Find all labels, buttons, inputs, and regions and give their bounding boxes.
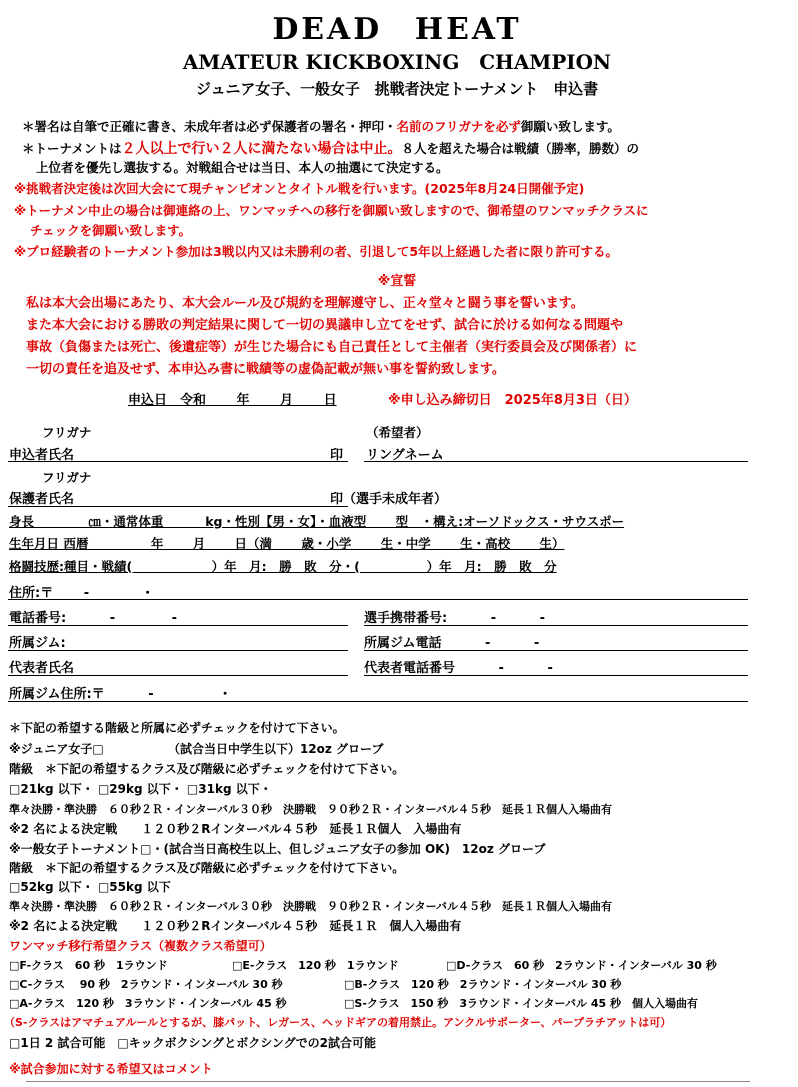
representative-phone-field[interactable] <box>364 675 748 676</box>
applicant-name-label: 申込者氏名 <box>9 448 75 463</box>
note-signature <box>22 117 620 135</box>
applicant-name-field[interactable] <box>8 461 348 462</box>
gym-phone-field[interactable] <box>364 650 748 651</box>
oath-line: 私は本大会出場にあたり、本大会ルール及び規約を理解遵守し、正々堂々と闘う事を誓います。 <box>26 296 584 311</box>
note-check-request: チェックを御願い致します。 <box>30 223 192 238</box>
martial-arts-record-row[interactable]: 格闘技歴:種目・戦績( ）年 月: 勝 敗 分・( ）年 月: 勝 敗 分 <box>9 559 557 574</box>
note-minimum-players: ２人以上で行い２人に満たない場合は中止。 <box>121 141 402 157</box>
general-rules: 準々決勝・準決勝 ６０秒２Ｒ・インターバル３０秒 決勝戦 ９０秒２Ｒ・インターバル４５秒 延長１Ｒ個人入場曲有 <box>9 900 613 913</box>
note-pro-experience: ※プロ経験者のトーナメント参加は3戦以内又は未勝利の者、引退して5年以上経過した者に限り許可する。 <box>14 244 619 259</box>
note-tournament <box>22 138 639 158</box>
application-deadline: ※申し込み締切日 2025年8月3日（日） <box>388 393 637 408</box>
note-tournament-text: ＊トーナメントは <box>22 141 122 156</box>
note-over-eight: ８人を超えた場合は戦績（勝率，勝数）の <box>401 141 640 156</box>
weight-class-instruction: 階級 ＊下記の希望するクラス及び階級に必ずチェックを付けて下さい。 <box>9 762 405 776</box>
event-title: DEAD HEAT <box>272 12 522 47</box>
junior-final-rules: ※2 名による決定戦 １２０秒２Rインターバル４５秒 延長１Ｒ個人 入場曲有 <box>9 822 462 836</box>
address-label: 住所:〒 - ・ <box>9 586 155 601</box>
representative-field[interactable] <box>8 675 348 676</box>
representative-label: 代表者氏名 <box>9 661 75 676</box>
furigana-label: フリガナ <box>42 425 92 440</box>
gym-label: 所属ジム: <box>9 636 66 651</box>
ring-name-label: リングネーム <box>366 448 444 463</box>
junior-rules: 準々決勝・準決勝 ６０秒２Ｒ・インターバル３０秒 決勝戦 ９０秒２Ｒ・インターバル４５秒 延長１Ｒ個人入場曲有 <box>9 803 613 816</box>
comment-label: ※試合参加に対する希望又はコメント <box>9 1062 213 1076</box>
representative-phone-label: 代表者電話番号 - - <box>364 661 553 676</box>
guardian-name-field[interactable] <box>8 506 348 507</box>
class-b-checkbox[interactable]: □B-クラス 120 秒 2ラウンド・インターバル 30 秒 <box>344 978 622 991</box>
one-match-heading: ワンマッチ移行希望クラス（複数クラス希望可） <box>9 939 272 953</box>
general-final-rules: ※2 名による決定戦 １２０秒２Rインターバル４５秒 延長１Ｒ 個人入場曲有 <box>9 919 462 933</box>
note-signature-text: ＊署名は自筆で正確に書き、未成年者は必ず保護者の署名・押印・ <box>22 119 397 134</box>
furigana-label: フリガナ <box>42 470 92 485</box>
junior-weight-options[interactable]: □21kg 以下・ □29kg 以下・ □31kg 以下・ <box>9 782 272 796</box>
general-weight-options[interactable]: □52kg 以下・ □55kg 以下 <box>9 880 171 894</box>
general-women-checkbox[interactable]: ※一般女子トーナメント□・(試合当日高校生以上、但しジュニア女子の参加 OK) 12oz グローブ <box>9 842 546 856</box>
address-field[interactable] <box>8 599 748 600</box>
oath-heading: ※宣誓 <box>377 274 417 289</box>
note-signature-end: 御願い致します。 <box>520 119 620 134</box>
class-a-checkbox[interactable]: □A-クラス 120 秒 3ラウンド・インターバル 45 秒 <box>9 997 287 1010</box>
phone-label: 電話番号: - - <box>9 611 178 626</box>
oath-line: 一切の責任を追及せず、本申込み書に戦績等の虚偽記載が無い事を誓約致します。 <box>26 362 505 377</box>
phone-field[interactable] <box>8 625 348 626</box>
guardian-name-label: 保護者氏名 <box>9 492 75 507</box>
note-selection: 上位者を優先し選抜する。対戦組合せは当日、本人の抽選にて決定する。 <box>36 160 449 175</box>
oath-line: 事故（負傷または死亡、後遺症等）が生じた場合にも自己責任として主催者（実行委員会及び関係者）に <box>26 340 638 355</box>
class-e-checkbox[interactable]: □E-クラス 120 秒 1ラウンド <box>232 959 399 972</box>
class-c-checkbox[interactable]: □C-クラス 90 秒 2ラウンド・インターバル 30 秒 <box>9 978 283 991</box>
gym-address-field[interactable] <box>8 701 748 702</box>
weight-class-instruction: 階級 ＊下記の希望するクラス及び階級に必ずチェックを付けて下さい。 <box>9 861 405 875</box>
note-title-match: ※挑戦者決定後は次回大会にて現チャンピオンとタイトル戦を行います。(2025年8月24日開催予定) <box>14 181 585 196</box>
junior-women-checkbox[interactable]: ※ジュニア女子□ （試合当日中学生以下）12oz グローブ <box>9 742 384 756</box>
mobile-label: 選手携帯番号: - - <box>364 611 546 626</box>
gym-phone-label: 所属ジム電話 - - <box>364 636 540 651</box>
ring-name-hope-label: （希望者） <box>366 425 429 440</box>
form-title: ジュニア女子、一般女子 挑戦者決定トーナメント 申込書 <box>195 80 599 98</box>
class-s-checkbox[interactable]: □S-クラス 150 秒 3ラウンド・インターバル 45 秒 個人入場曲有 <box>344 997 698 1010</box>
ring-name-field[interactable] <box>364 461 748 462</box>
class-check-instruction: ＊下記の希望する階級と所属に必ずチェックを付けて下さい。 <box>9 721 345 735</box>
class-d-checkbox[interactable]: □D-クラス 60 秒 2ラウンド・インターバル 30 秒 <box>446 959 717 972</box>
note-cancellation: ※トーナメン中止の場合は御連絡の上、ワンマッチへの移行を御願い致しますので、御希望のワンマッチクラスに <box>14 203 649 218</box>
seal-label: 印 <box>330 448 344 463</box>
two-fights-options[interactable]: □1日 2 試合可能 □キックボクシングとボクシングでの2試合可能 <box>9 1036 377 1050</box>
physical-info-row[interactable]: 身長 ㎝・通常体重 kg・性別【男・女】・血液型 型 ・構え:オーソドックス・サウスポー <box>9 514 625 529</box>
s-class-note: （S-クラスはアマチュアルールとするが、膝パット、レガース、ヘッドギアの着用禁止。アンクルサポーター、パープラチアットは可） <box>4 1016 672 1029</box>
birth-date-row[interactable]: 生年月日 西暦 年 月 日（満 歳・小学 生・中学 生・高校 生） <box>9 536 565 551</box>
note-furigana-required: 名前のフリガナを必ず <box>396 119 521 134</box>
guardian-seal-label: 印（選手未成年者） <box>330 492 448 507</box>
gym-field[interactable] <box>8 650 348 651</box>
comment-field[interactable] <box>26 1081 750 1082</box>
gym-address-label: 所属ジム住所:〒 - ・ <box>9 687 232 702</box>
oath-line: また本大会における勝敗の判定結果に関して一切の異議申し立てをせず、試合に於ける如何なる問題や <box>26 318 623 333</box>
class-f-checkbox[interactable]: □F-クラス 60 秒 1ラウンド <box>9 959 168 972</box>
event-subtitle: AMATEUR KICKBOXING CHAMPION <box>182 50 612 74</box>
application-date[interactable]: 申込日 令和 年 月 日 <box>128 393 337 408</box>
mobile-field[interactable] <box>364 625 748 626</box>
